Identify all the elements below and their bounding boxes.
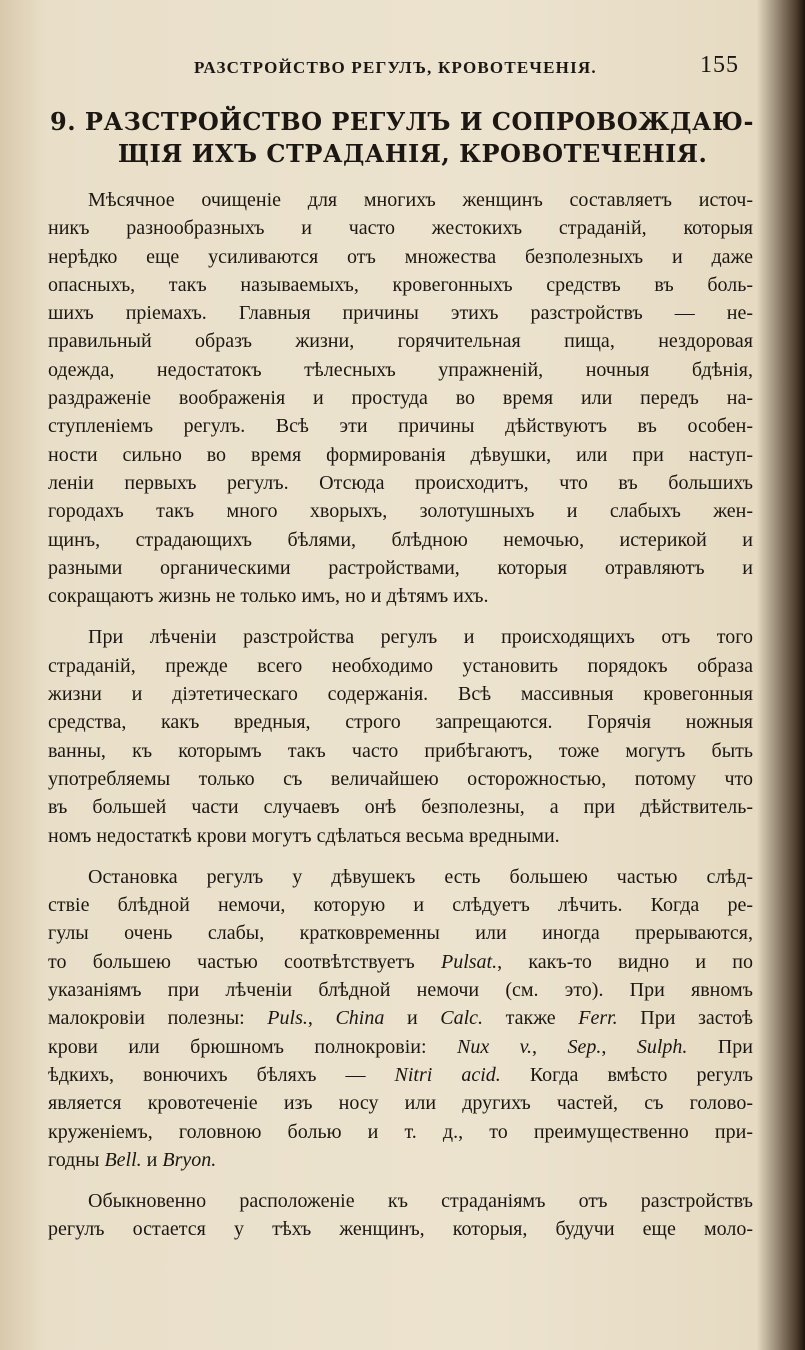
text-line: одежда, недостатокъ тѣлесныхъ упражненій, ночныя бдѣнія, xyxy=(48,358,753,381)
paragraph xyxy=(48,623,753,849)
chapter-heading-line: 9. РАЗСТРОЙСТВО РЕГУЛЪ И СОПРОВОЖДАЮ- xyxy=(50,107,754,136)
text-line: употребляемы только съ величайшею осторожностью, потому что xyxy=(48,767,753,790)
text-line: жизни и діэтетическаго содержанія. Всѣ массивныя кровегонныя xyxy=(48,683,753,706)
text-line: леніи первыхъ регулъ. Отсюда происходитъ, что въ большихъ xyxy=(48,471,753,494)
body-text xyxy=(48,186,753,1257)
text-line: никъ разнообразныхъ и часто жестокихъ страданій, которыя xyxy=(48,217,753,240)
chapter-heading-line: ЩІЯ ИХЪ СТРАДАНІЯ, КРОВОТЕЧЕНІЯ. xyxy=(118,139,708,168)
text-line: городахъ такъ много хворыхъ, золотушныхъ и слабыхъ жен- xyxy=(48,500,753,523)
remedy-name: Puls. xyxy=(267,1007,308,1030)
text-line: страданій, прежде всего необходимо установить порядокъ образа xyxy=(48,654,753,677)
text-line: малокровіи полезны: Puls., China и Calc. также Ferr. При застоѣ xyxy=(48,1007,754,1030)
text-line: сокращаютъ жизнь не только имъ, но и дѣтямъ ихъ. xyxy=(48,585,489,608)
paragraph xyxy=(48,863,753,1174)
text-line: ствіе блѣдной немочи, которую и слѣдуетъ лѣчить. Когда ре- xyxy=(48,894,753,917)
chapter-heading xyxy=(50,106,754,170)
remedy-name: Pulsat. xyxy=(441,950,498,973)
text-line: раздраженіе воображенія и простуда во время или передъ на- xyxy=(48,387,753,410)
text-line: средства, какъ вредныя, строго запрещаются. Горячія ножныя xyxy=(48,711,753,734)
text-line: круженіемъ, головною болью и т. д., то преимущественно при- xyxy=(48,1120,753,1143)
page-number: 155 xyxy=(700,52,739,78)
text-line: номъ недостаткѣ крови могутъ сдѣлаться весьма вредными. xyxy=(48,824,560,847)
page-header xyxy=(0,52,805,82)
remedy-name: Bryon. xyxy=(162,1148,217,1171)
text-line: щинъ, страдающихъ бѣлями, блѣдною немочью, истерикой и xyxy=(48,528,753,551)
remedy-name: Nux v. xyxy=(456,1035,533,1058)
text-line: крови или брюшномъ полнокровіи: Nux v., Sep., Sulph. При xyxy=(48,1035,754,1058)
running-title: РАЗСТРОЙСТВО РЕГУЛЪ, КРОВОТЕЧЕНІЯ. xyxy=(194,58,597,77)
remedy-name: Sulph. xyxy=(636,1035,688,1058)
text-line: Остановка регулъ у дѣвушекъ есть большею частью слѣд- xyxy=(88,865,753,888)
remedy-name: Calc. xyxy=(440,1007,484,1030)
remedy-name: Ferr. xyxy=(578,1007,618,1030)
text-line: является кровотеченіе изъ носу или другихъ частей, съ голово- xyxy=(48,1092,753,1115)
remedy-name: Bell. xyxy=(104,1148,142,1171)
text-line: опасныхъ, такъ называемыхъ, кровегонныхъ средствъ въ боль- xyxy=(48,273,753,296)
remedy-name: Nitri acid. xyxy=(394,1063,501,1086)
text-line: Мѣсячное очищеніе для многихъ женщинъ составляетъ источ- xyxy=(88,189,753,211)
text-line: ѣдкихъ, вонючихъ бѣляхъ — Nitri acid. Когда вмѣсто регулъ xyxy=(48,1063,753,1086)
text-line: въ большей части случаевъ онѣ безполезны, а при дѣйствитель- xyxy=(48,796,753,819)
text-line: шихъ пріемахъ. Главныя причины этихъ разстройствъ — не- xyxy=(48,302,753,325)
text-line: указаніямъ при лѣченіи блѣдной немочи (см. это). При явномъ xyxy=(48,979,753,1002)
text-line: Обыкновенно расположеніе къ страданіямъ отъ разстройствъ xyxy=(88,1190,753,1213)
text-line: годны Bell. и Bryon. xyxy=(48,1148,217,1171)
remedy-name: Sep. xyxy=(567,1035,602,1058)
text-line: то большею частью соотвѣтствуетъ Pulsat., какъ-то видно и по xyxy=(48,950,753,973)
paragraph xyxy=(48,1187,753,1244)
remedy-name: China xyxy=(335,1007,385,1030)
text-line: При лѣченіи разстройства регулъ и происходящихъ отъ того xyxy=(88,626,753,649)
text-line: ванны, къ которымъ такъ часто прибѣгаютъ, тоже могутъ быть xyxy=(48,739,753,762)
text-line: правильный образъ жизни, горячительная пища, нездоровая xyxy=(48,330,753,353)
text-line: гулы очень слабы, кратковременны или иногда прерываются, xyxy=(48,922,753,945)
text-line: регулъ остается у тѣхъ женщинъ, которыя, будучи еще моло- xyxy=(48,1218,753,1241)
text-line: ности сильно во время формированія дѣвушки, или при наступ- xyxy=(48,443,753,466)
text-line: нерѣдко еще усиливаются отъ множества безполезныхъ и даже xyxy=(48,245,753,268)
text-line: разными органическими растройствами, которыя отравляютъ и xyxy=(48,556,753,579)
paragraph xyxy=(48,186,753,610)
text-line: ступленіемъ регулъ. Всѣ эти причины дѣйствуютъ въ особен- xyxy=(48,415,753,438)
